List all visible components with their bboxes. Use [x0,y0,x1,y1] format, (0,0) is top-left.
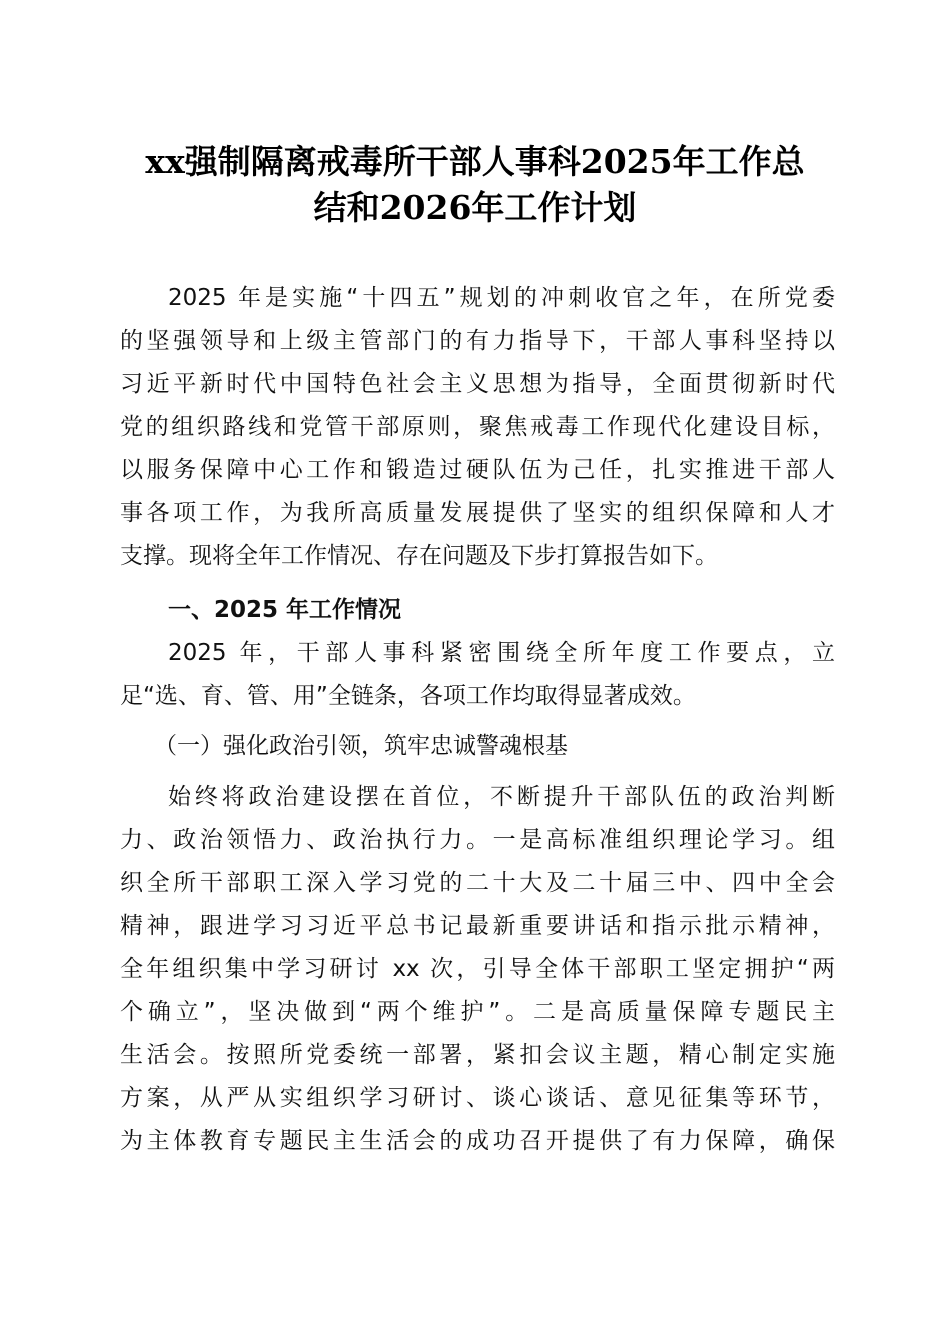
intro-paragraph-line: 的坚强领导和上级主管部门的有力指导下，干部人事科坚持以 [120,328,835,354]
document-title-line-1: xx强制隔离戒毒所干部人事科2025年工作总 [145,142,805,181]
subsection-body-line: 个确立”，坚决做到“两个维护”。二是高质量保障专题民主 [120,999,835,1025]
subsection-body-line: 织全所干部职工深入学习党的二十大及二十届三中、四中全会 [120,870,835,896]
subsection-body-line: 为主体教育专题民主生活会的成功召开提供了有力保障，确保 [120,1128,835,1154]
subsection-body-line: 方案，从严从实组织学习研讨、谈心谈话、意见征集等环节， [120,1085,835,1111]
subsection-body-line: 始终将政治建设摆在首位，不断提升干部队伍的政治判断 [168,784,835,810]
intro-paragraph-line: 事各项工作，为我所高质量发展提供了坚实的组织保障和人才 [120,500,835,526]
intro-paragraph-line: 党的组织路线和党管干部原则，聚焦戒毒工作现代化建设目标， [120,414,835,440]
subsection-body-line: 全年组织集中学习研讨 xx 次，引导全体干部职工坚定拥护“两 [120,956,835,982]
document-title-line-2: 结和2026年工作计划 [313,188,637,227]
intro-paragraph-line: 以服务保障中心工作和锻造过硬队伍为己任，扎实推进干部人 [120,457,835,483]
subsection-body-line: 精神，跟进学习习近平总书记最新重要讲话和指示批示精神， [120,913,835,939]
intro-paragraph-line: 习近平新时代中国特色社会主义思想为指导，全面贯彻新时代 [120,371,835,397]
section-summary-line: 足“选、育、管、用”全链条，各项工作均取得显著成效。 [120,683,696,709]
subsection-body-line: 生活会。按照所党委统一部署，紧扣会议主题，精心制定实施 [120,1042,835,1068]
subsection-body-line: 力、政治领悟力、政治执行力。一是高标准组织理论学习。组 [120,827,835,853]
section-summary-line: 2025 年，干部人事科紧密围绕全所年度工作要点，立 [168,640,835,666]
intro-paragraph-line: 支撑。现将全年工作情况、存在问题及下步打算报告如下。 [120,543,718,569]
intro-paragraph-line: 2025 年是实施“十四五”规划的冲刺收官之年，在所党委 [168,285,835,311]
section-heading: 一、2025 年工作情况 [168,597,402,623]
subsection-heading: （一）强化政治引领，筑牢忠诚警魂根基 [154,733,568,759]
